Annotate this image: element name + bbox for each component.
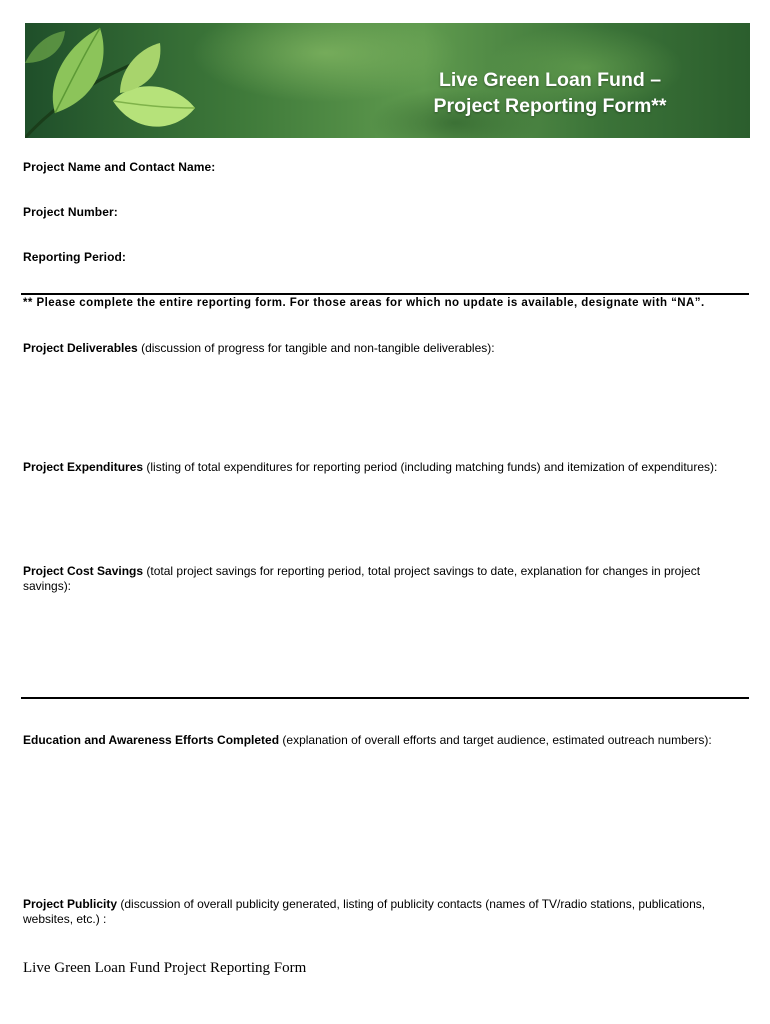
project-name-contact-label: Project Name and Contact Name:: [23, 160, 216, 174]
section-cost-savings: [23, 564, 748, 594]
reporting-period-label: Reporting Period:: [23, 250, 127, 264]
form-title-line1: Live Green Loan Fund –: [438, 69, 662, 91]
section-publicity-title: Project Publicity: [23, 897, 118, 911]
section-expenditures-title: Project Expenditures: [23, 460, 144, 474]
section-education: [23, 733, 748, 748]
leaf-graphic: [25, 23, 285, 138]
instruction-note: ** Please complete the entire reporting form. For those areas for which no update is available, designate with “NA”.: [23, 297, 705, 309]
section-deliverables-desc: (discussion of progress for tangible and non-tangible deliverables):: [137, 341, 495, 355]
section-publicity-desc: (discussion of overall publicity generated, listing of publicity contacts (names of TV/radio stations, publications, websites, etc.) :: [23, 897, 706, 926]
section-expenditures-desc: (listing of total expenditures for reporting period (including matching funds) and itemization of expenditures):: [143, 460, 718, 474]
section-education-title: Education and Awareness Efforts Completed: [23, 733, 280, 747]
form-title-line2: Project Reporting Form**: [433, 95, 667, 117]
divider-top: [21, 293, 749, 295]
section-education-desc: (explanation of overall efforts and target audience, estimated outreach numbers):: [279, 733, 712, 747]
divider-middle: [21, 697, 749, 699]
project-number-label: Project Number:: [23, 205, 118, 219]
section-cost-savings-title: Project Cost Savings: [23, 564, 144, 578]
header-banner: [25, 23, 750, 138]
section-deliverables-title: Project Deliverables: [23, 341, 138, 355]
section-expenditures: [23, 460, 748, 475]
form-title: [365, 67, 735, 119]
section-cost-savings-desc: (total project savings for reporting period, total project savings to date, explanation for changes in project savings):: [23, 564, 701, 593]
section-deliverables: [23, 341, 748, 356]
section-publicity: [23, 897, 748, 927]
page-footer: Live Green Loan Fund Project Reporting Form: [23, 960, 307, 976]
